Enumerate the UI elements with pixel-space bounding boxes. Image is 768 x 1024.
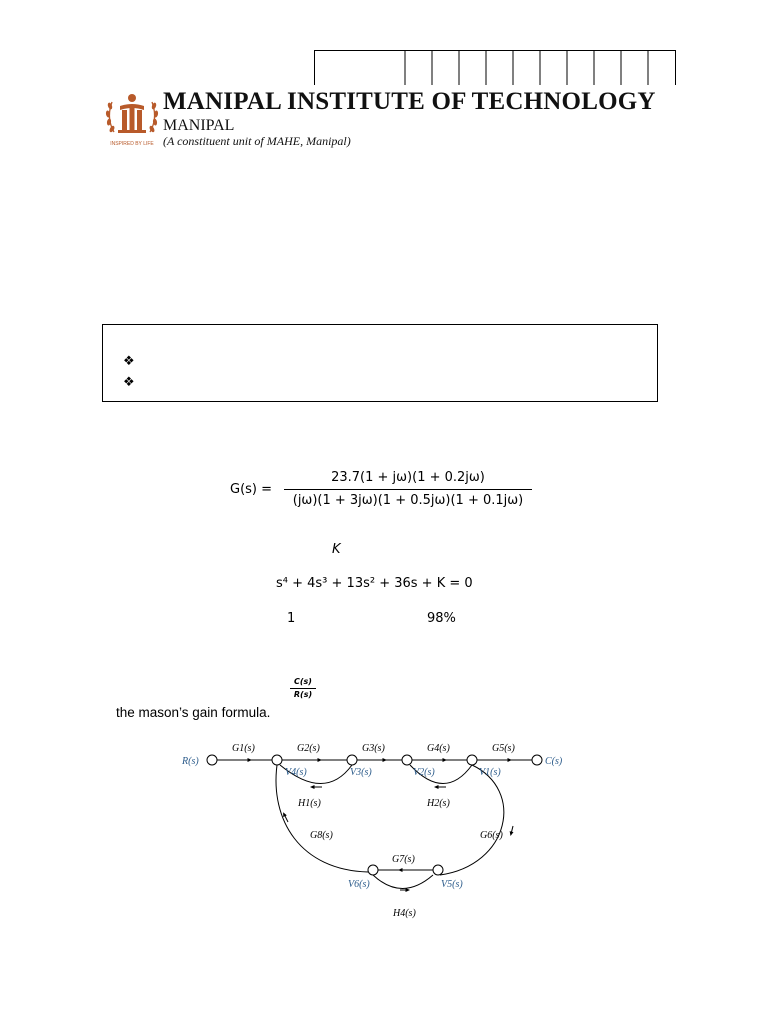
gain-h4: H4(s) [393, 908, 416, 919]
q2-characteristic-equation: s⁴ + 4s³ + 13s² + 36s + K = 0 [276, 576, 473, 591]
q3-transfer-function [288, 677, 318, 700]
q3-tf-numerator: C(s) [294, 677, 312, 686]
q1-numerator: 23.7(1 + jω)(1 + 0.2jω) [331, 470, 485, 485]
label-output: C(s) [545, 756, 563, 767]
q2-variable-k: K [332, 542, 341, 557]
q1-lhs: G(s) = [230, 482, 273, 497]
node-output [532, 755, 542, 765]
label-v4: V4(s) [285, 767, 307, 778]
institute-unit-note: (A constituent unit of MAHE, Manipal) [163, 134, 351, 148]
gain-g1: G1(s) [232, 743, 255, 754]
branch-g6 [440, 765, 504, 875]
signal-flow-graph [150, 730, 600, 930]
branch-h4 [373, 875, 433, 889]
node-v1 [467, 755, 477, 765]
instruction-bullet-1: ❖ [123, 353, 135, 368]
label-v3: V3(s) [350, 767, 372, 778]
q3-tf-bar [290, 688, 316, 689]
node-v2 [402, 755, 412, 765]
q2-percent: 98% [427, 611, 456, 626]
label-v2: V2(s) [413, 767, 435, 778]
institute-name: MANIPAL INSTITUTE OF TECHNOLOGY [163, 88, 656, 115]
instructions-box [102, 324, 658, 402]
institute-city: MANIPAL [163, 117, 235, 134]
q3-mason-text: the mason’s gain formula. [116, 705, 271, 720]
branch-g8 [276, 765, 368, 872]
gain-g5: G5(s) [492, 743, 515, 754]
q1-fraction-bar [284, 489, 532, 490]
label-v5: V5(s) [441, 879, 463, 890]
gain-g3: G3(s) [362, 743, 385, 754]
instruction-bullet-2: ❖ [123, 374, 135, 389]
institute-logo [104, 90, 160, 150]
gain-g4: G4(s) [427, 743, 450, 754]
label-input: R(s) [182, 756, 199, 767]
q1-denominator: (jω)(1 + 3jω)(1 + 0.5jω)(1 + 0.1jω) [292, 493, 524, 508]
gain-g7: G7(s) [392, 854, 415, 865]
q3-tf-denominator: R(s) [293, 690, 313, 699]
gain-h1: H1(s) [298, 798, 321, 809]
node-v6 [368, 865, 378, 875]
node-input [207, 755, 217, 765]
label-v1: V1(s) [479, 767, 501, 778]
q2-value-one: 1 [287, 611, 296, 626]
node-v4 [272, 755, 282, 765]
node-v5 [433, 865, 443, 875]
logo-motto: INSPIRED BY LIFE [110, 141, 154, 147]
register-number-boxes [314, 50, 676, 85]
label-v6: V6(s) [348, 879, 370, 890]
gain-h2: H2(s) [427, 798, 450, 809]
gain-g8: G8(s) [310, 830, 333, 841]
gain-g2: G2(s) [297, 743, 320, 754]
node-v3 [347, 755, 357, 765]
gain-g6: G6(s) [480, 830, 503, 841]
